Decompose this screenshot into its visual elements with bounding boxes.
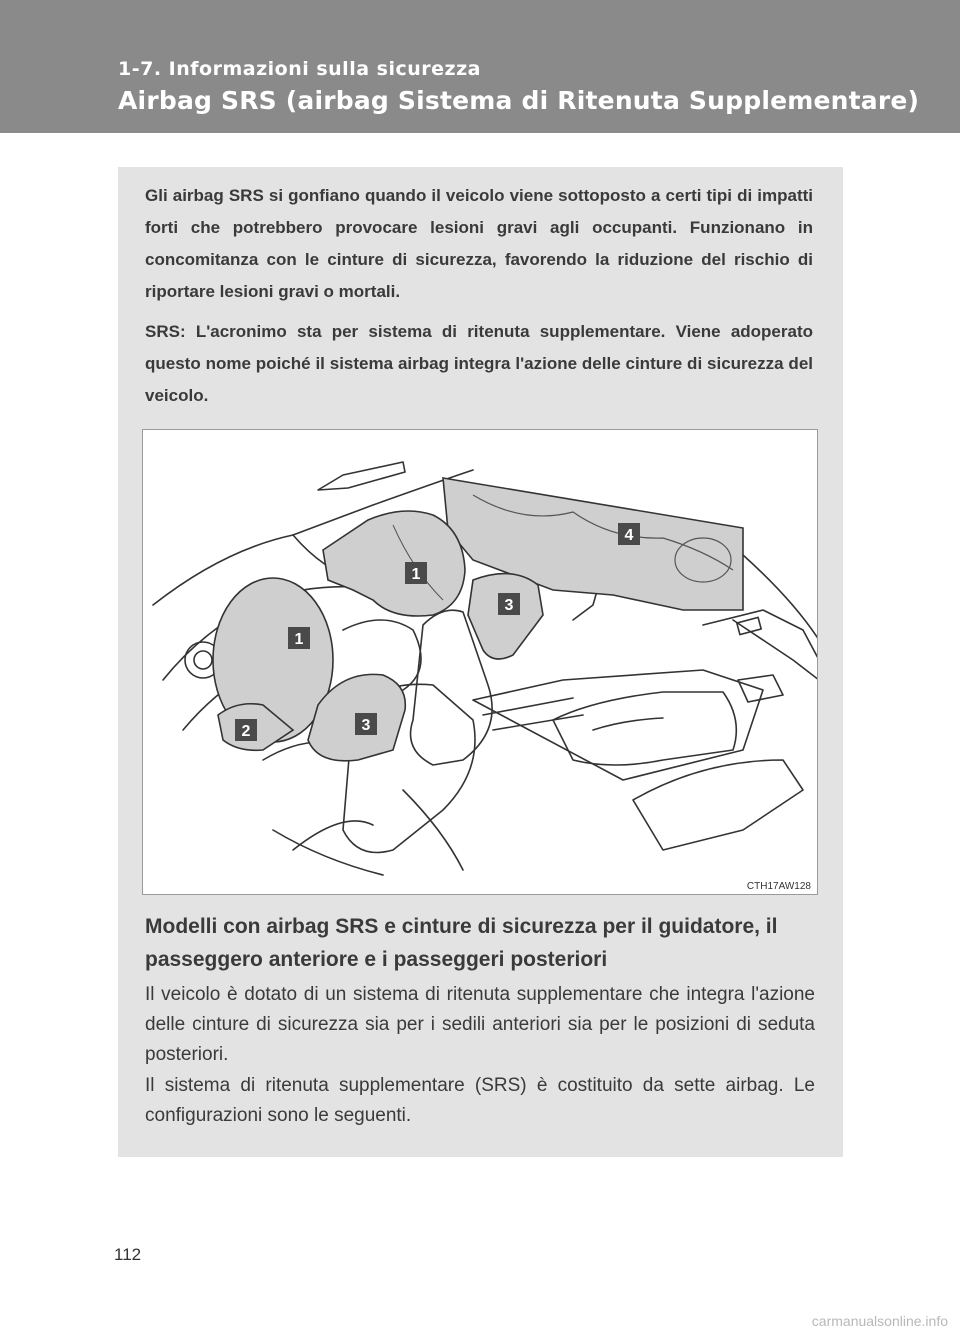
srs-definition-paragraph: SRS: L'acronimo sta per sistema di ritenuta supplementare. Viene adoperato questo nome poiché il sistema airbag integra l'azione delle cinture di sicurezza del veicolo. [145, 322, 813, 405]
section-paragraph-2: Il sistema di ritenuta supplementare (SRS) è costituito da sette airbag. Le configurazioni sono le seguenti. [145, 1075, 815, 1126]
callout-1-upper: 1 [411, 566, 421, 583]
page-title: Airbag SRS (airbag Sistema di Ritenuta Supplementare) [118, 86, 920, 115]
page-header [0, 0, 960, 133]
callout-1-lower: 1 [294, 631, 304, 648]
callout-2: 2 [241, 723, 251, 740]
section-label: 1-7. Informazioni sulla sicurezza [118, 58, 481, 80]
watermark: carmanualsonline.info [811, 1313, 948, 1329]
figure-code: CTH17AW128 [746, 881, 811, 892]
section-heading: Modelli con airbag SRS e cinture di sicurezza per il guidatore, il passeggero anteriore e i passeggeri posteriori [145, 915, 778, 971]
callout-3-lower: 3 [361, 717, 371, 734]
intro-paragraph: Gli airbag SRS si gonfiano quando il veicolo viene sottoposto a certi tipi di impatti forti che potrebbero provocare lesioni gravi agli occupanti. Funzionano in concomitanza con le cinture di sicurezza, favorendo la riduzione del rischio di riportare lesioni gravi o mortali. [145, 186, 813, 301]
page-number: 112 [114, 1245, 142, 1264]
passenger-side-airbag [468, 574, 543, 659]
section-paragraph-1: Il veicolo è dotato di un sistema di ritenuta supplementare che integra l'azione delle cinture di sicurezza sia per i sedili anteriori sia per le posizioni di seduta posteriori. [145, 984, 815, 1065]
callout-4: 4 [624, 527, 634, 544]
car-interior-drawing [143, 430, 818, 895]
callout-3-upper: 3 [504, 597, 514, 614]
airbag-illustration [142, 429, 818, 895]
